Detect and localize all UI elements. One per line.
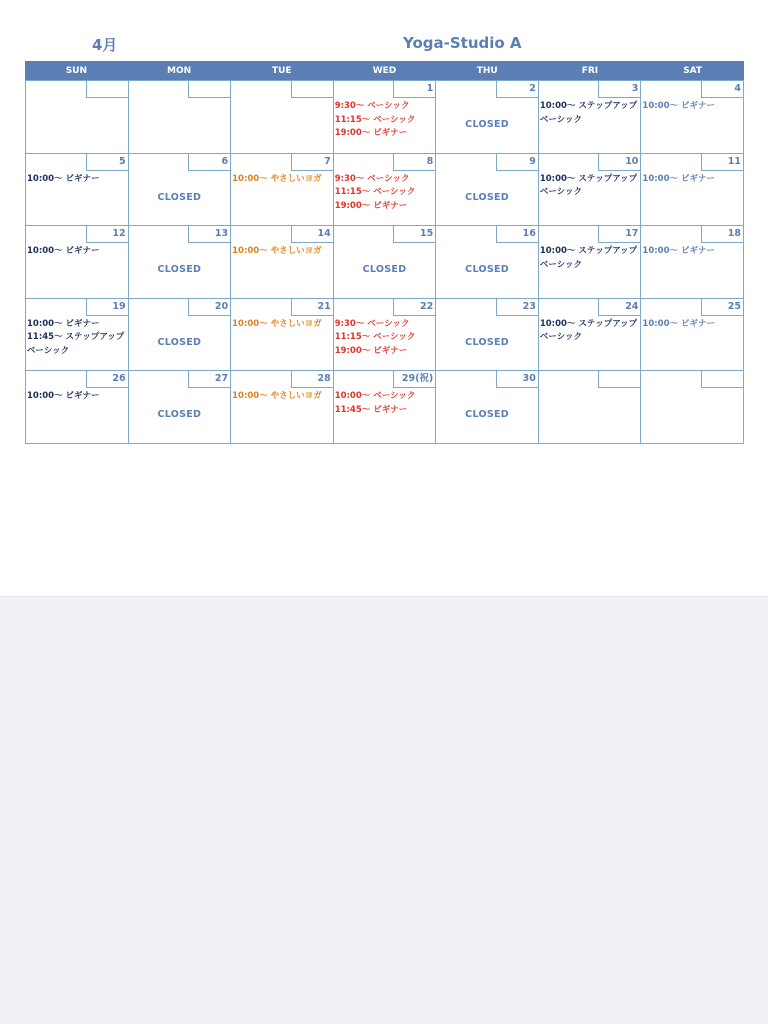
class-session: 11:45～ ビギナー bbox=[334, 404, 408, 415]
class-session: 9:30～ ベーシック bbox=[334, 318, 410, 329]
day-number: 6 bbox=[188, 154, 230, 171]
day-cell bbox=[129, 81, 232, 154]
class-session: 11:15～ ベーシック bbox=[334, 332, 416, 343]
day-cell bbox=[539, 299, 642, 372]
day-number: 25 bbox=[701, 299, 743, 316]
event-list bbox=[642, 245, 742, 259]
class-session: 11:45～ ステップアップベーシック bbox=[27, 332, 125, 356]
day-cell bbox=[231, 371, 334, 444]
day-number: 4 bbox=[701, 81, 743, 98]
day-number: 19 bbox=[86, 299, 128, 316]
class-session: 10:00～ やさしいヨガ bbox=[232, 246, 322, 257]
event-list bbox=[642, 318, 742, 332]
class-session: 10:00～ ステップアップベーシック bbox=[539, 318, 638, 343]
closed-label: CLOSED bbox=[157, 264, 202, 276]
weekday-sun: SUN bbox=[65, 66, 88, 76]
day-cell bbox=[539, 226, 642, 299]
empty-background bbox=[0, 596, 768, 1024]
class-session: 11:15～ ベーシック bbox=[334, 187, 416, 198]
weekday-mon: MON bbox=[166, 66, 192, 76]
event-list bbox=[232, 318, 332, 332]
closed-label: CLOSED bbox=[362, 264, 407, 276]
class-session: 10:00～ ステップアップベーシック bbox=[539, 246, 638, 270]
calendar-grid bbox=[25, 80, 744, 444]
event-list bbox=[335, 318, 435, 359]
day-number: 22 bbox=[393, 299, 435, 316]
day-cell bbox=[129, 299, 232, 372]
studio-title: Yoga-Studio A bbox=[403, 34, 522, 52]
day-number: 11 bbox=[701, 154, 743, 171]
day-number bbox=[188, 81, 230, 98]
event-list bbox=[27, 318, 127, 359]
class-session: 10:00～ ビギナー bbox=[642, 173, 715, 184]
day-cell bbox=[129, 371, 232, 444]
day-cell bbox=[231, 226, 334, 299]
day-number: 13 bbox=[188, 226, 230, 243]
day-number: 23 bbox=[496, 299, 538, 316]
closed-label: CLOSED bbox=[157, 409, 202, 421]
calendar bbox=[25, 61, 744, 444]
day-cell bbox=[129, 226, 232, 299]
day-number: 1 bbox=[393, 81, 435, 98]
closed-label: CLOSED bbox=[465, 336, 509, 348]
day-number: 30 bbox=[496, 371, 538, 388]
class-session: 19:00～ ビギナー bbox=[334, 200, 408, 211]
class-session: 10:00～ ビギナー bbox=[27, 246, 100, 257]
day-cell bbox=[436, 299, 539, 372]
class-session: 10:00～ ビギナー bbox=[27, 173, 100, 184]
day-cell bbox=[641, 226, 744, 299]
day-cell bbox=[641, 81, 744, 154]
month-title: 4月 bbox=[92, 36, 118, 54]
class-session: 10:00～ ビギナー bbox=[27, 391, 100, 402]
closed-label: CLOSED bbox=[465, 264, 509, 276]
day-number: 21 bbox=[291, 299, 333, 316]
class-session: 10:00～ ステップアップベーシック bbox=[539, 101, 638, 125]
class-session: 10:00～ やさしいヨガ bbox=[232, 391, 322, 402]
day-number: 24 bbox=[598, 299, 640, 316]
day-cell bbox=[334, 371, 437, 444]
class-session: 19:00～ ビギナー bbox=[334, 128, 408, 138]
class-session: 9:30～ ベーシック bbox=[334, 101, 410, 111]
event-list bbox=[27, 390, 127, 404]
day-number: 18 bbox=[701, 226, 743, 243]
day-cell bbox=[641, 154, 744, 227]
event-list bbox=[232, 390, 332, 404]
day-cell bbox=[436, 371, 539, 444]
day-cell bbox=[26, 299, 129, 372]
day-cell bbox=[26, 81, 129, 154]
weekday-thu: THU bbox=[476, 66, 498, 76]
day-number: 7 bbox=[291, 154, 333, 171]
day-cell bbox=[334, 154, 437, 227]
day-number bbox=[291, 81, 333, 98]
day-cell bbox=[334, 81, 437, 154]
day-number: 5 bbox=[86, 154, 128, 171]
event-list bbox=[335, 173, 435, 214]
day-cell bbox=[26, 154, 129, 227]
day-number: 8 bbox=[393, 154, 435, 171]
weekday-header bbox=[25, 61, 744, 80]
day-number bbox=[598, 371, 640, 388]
weekday-fri: FRI bbox=[581, 66, 599, 76]
event-list bbox=[232, 173, 332, 187]
day-number: 20 bbox=[188, 299, 230, 316]
closed-label: CLOSED bbox=[465, 409, 509, 421]
day-cell bbox=[641, 299, 744, 372]
event-list bbox=[335, 100, 435, 141]
class-session: 19:00～ ビギナー bbox=[334, 345, 408, 356]
class-session: 10:00～ ビギナー bbox=[27, 318, 100, 329]
day-cell bbox=[231, 154, 334, 227]
day-cell bbox=[334, 299, 437, 372]
closed-label: CLOSED bbox=[465, 191, 509, 203]
weekday-sat: SAT bbox=[683, 66, 703, 76]
day-cell bbox=[641, 371, 744, 444]
weekday-wed: WED bbox=[372, 66, 397, 76]
day-number: 3 bbox=[598, 81, 640, 98]
class-session: 10:00～ ステップアップベーシック bbox=[539, 173, 638, 198]
day-number: 10 bbox=[598, 154, 640, 171]
day-number: 16 bbox=[496, 226, 538, 243]
closed-label: CLOSED bbox=[157, 191, 202, 203]
event-list bbox=[540, 100, 640, 127]
event-list bbox=[540, 245, 640, 272]
day-number bbox=[701, 371, 743, 388]
day-cell bbox=[539, 371, 642, 444]
day-cell bbox=[231, 81, 334, 154]
class-session: 10:00～ やさしいヨガ bbox=[232, 318, 322, 329]
class-session: 10:00～ ベーシック bbox=[334, 391, 416, 402]
class-session: 11:15～ ベーシック bbox=[334, 114, 416, 125]
day-cell bbox=[436, 226, 539, 299]
event-list bbox=[27, 245, 127, 259]
day-cell bbox=[539, 154, 642, 227]
class-session: 10:00～ ビギナー bbox=[642, 318, 715, 329]
day-number: 9 bbox=[496, 154, 538, 171]
event-list bbox=[232, 245, 332, 259]
event-list bbox=[335, 390, 435, 417]
day-number: 27 bbox=[188, 371, 230, 388]
day-cell bbox=[334, 226, 437, 299]
day-number: 15 bbox=[393, 226, 435, 243]
event-list bbox=[540, 173, 640, 200]
day-number: 28 bbox=[291, 371, 333, 388]
day-number: 29(祝) bbox=[393, 371, 435, 388]
day-cell bbox=[26, 226, 129, 299]
day-number: 14 bbox=[291, 226, 333, 243]
closed-label: CLOSED bbox=[465, 119, 509, 130]
day-number: 2 bbox=[496, 81, 538, 98]
class-session: 9:30～ ベーシック bbox=[334, 173, 410, 184]
event-list bbox=[27, 173, 127, 187]
day-cell bbox=[436, 81, 539, 154]
event-list bbox=[642, 173, 742, 187]
class-session: 10:00～ ビギナー bbox=[642, 246, 715, 257]
class-session: 10:00～ ビギナー bbox=[642, 101, 715, 111]
day-cell bbox=[26, 371, 129, 444]
day-cell bbox=[436, 154, 539, 227]
day-cell bbox=[539, 81, 642, 154]
day-number: 17 bbox=[598, 226, 640, 243]
event-list bbox=[540, 318, 640, 345]
day-number: 26 bbox=[86, 371, 128, 388]
day-cell bbox=[231, 299, 334, 372]
event-list bbox=[642, 100, 742, 114]
class-session: 10:00～ やさしいヨガ bbox=[232, 173, 322, 184]
day-number bbox=[86, 81, 128, 98]
closed-label: CLOSED bbox=[157, 336, 202, 348]
day-number: 12 bbox=[86, 226, 128, 243]
weekday-tue: TUE bbox=[271, 66, 292, 76]
day-cell bbox=[129, 154, 232, 227]
